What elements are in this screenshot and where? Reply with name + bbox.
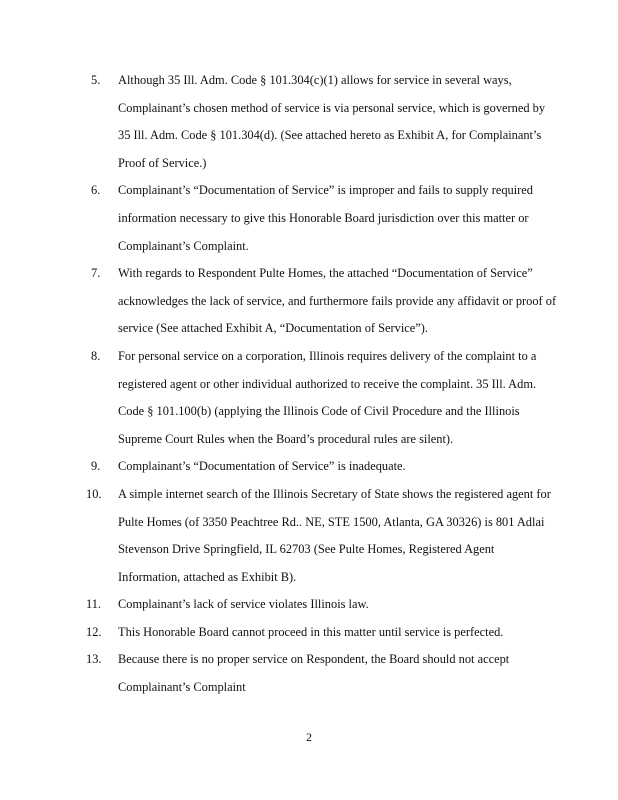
numbered-paragraph bbox=[82, 646, 582, 701]
paragraph-number: 8. bbox=[91, 348, 101, 363]
paragraph-text-line: Proof of Service.) bbox=[118, 155, 207, 170]
paragraph-text-line: Complainant’s Complaint. bbox=[118, 238, 249, 253]
paragraph-text-line: Complainant’s chosen method of service is via personal service, which is governed by bbox=[118, 100, 546, 115]
paragraph-text-line: For personal service on a corporation, Illinois requires delivery of the complaint to a bbox=[118, 348, 537, 363]
numbered-paragraph bbox=[82, 591, 582, 619]
paragraph-number: 9. bbox=[91, 459, 101, 474]
paragraph-text-line: acknowledges the lack of service, and furthermore fails provide any affidavit or proof of bbox=[118, 293, 557, 308]
paragraph-text-line: information necessary to give this Honorable Board jurisdiction over this matter or bbox=[118, 210, 529, 225]
numbered-paragraph bbox=[82, 453, 582, 481]
paragraph-text-line: Pulte Homes (of 3350 Peachtree Rd.. NE, STE 1500, Atlanta, GA 30326) is 801 Adlai bbox=[118, 514, 545, 529]
paragraph-text-line: Complainant’s lack of service violates Illinois law. bbox=[118, 597, 369, 612]
paragraph-text-line: Information, attached as Exhibit B). bbox=[118, 569, 297, 584]
paragraph-text-line: Stevenson Drive Springfield, IL 62703 (See Pulte Homes, Registered Agent bbox=[118, 542, 495, 557]
paragraph-number: 11. bbox=[86, 597, 102, 612]
paragraph-text-line: With regards to Respondent Pulte Homes, the attached “Documentation of Service” bbox=[118, 266, 533, 281]
numbered-paragraph-list bbox=[82, 67, 582, 702]
numbered-paragraph bbox=[82, 177, 582, 260]
paragraph-text-line: service (See attached Exhibit A, “Documentation of Service”). bbox=[118, 321, 428, 336]
paragraph-text-line: Supreme Court Rules when the Board’s procedural rules are silent). bbox=[118, 431, 454, 446]
paragraph-number: 13. bbox=[86, 652, 102, 667]
paragraph-number: 5. bbox=[91, 73, 101, 87]
paragraph-text-line: Complainant’s “Documentation of Service” is improper and fails to supply required bbox=[118, 183, 533, 198]
numbered-paragraph bbox=[82, 481, 582, 591]
numbered-paragraph bbox=[82, 343, 582, 453]
paragraph-text-line: Although 35 Ill. Adm. Code § 101.304(c)(1) allows for service in several ways, bbox=[118, 73, 512, 87]
numbered-paragraph bbox=[82, 619, 582, 647]
numbered-paragraph bbox=[82, 67, 582, 177]
paragraph-text-line: Complainant’s “Documentation of Service” is inadequate. bbox=[118, 459, 406, 474]
paragraph-number: 7. bbox=[91, 266, 101, 281]
paragraph-text-line: A simple internet search of the Illinois Secretary of State shows the registered agent for bbox=[118, 486, 551, 501]
paragraph-text-line: Complainant’s Complaint bbox=[118, 680, 246, 695]
paragraph-text-line: This Honorable Board cannot proceed in this matter until service is perfected. bbox=[118, 624, 504, 639]
paragraph-text-line: Code § 101.100(b) (applying the Illinois Code of Civil Procedure and the Illinois bbox=[118, 404, 520, 419]
paragraph-text-line: Because there is no proper service on Respondent, the Board should not accept bbox=[118, 652, 510, 667]
page-number: 2 bbox=[306, 730, 312, 744]
paragraph-text-line: registered agent or other individual authorized to receive the complaint. 35 Ill. Adm. bbox=[118, 376, 537, 391]
paragraph-number: 6. bbox=[91, 183, 101, 198]
paragraph-text-line: 35 Ill. Adm. Code § 101.304(d). (See attached hereto as Exhibit A, for Complainant’s bbox=[118, 128, 542, 143]
numbered-paragraph bbox=[82, 260, 582, 343]
paragraph-number: 12. bbox=[86, 624, 102, 639]
paragraph-number: 10. bbox=[86, 486, 102, 501]
